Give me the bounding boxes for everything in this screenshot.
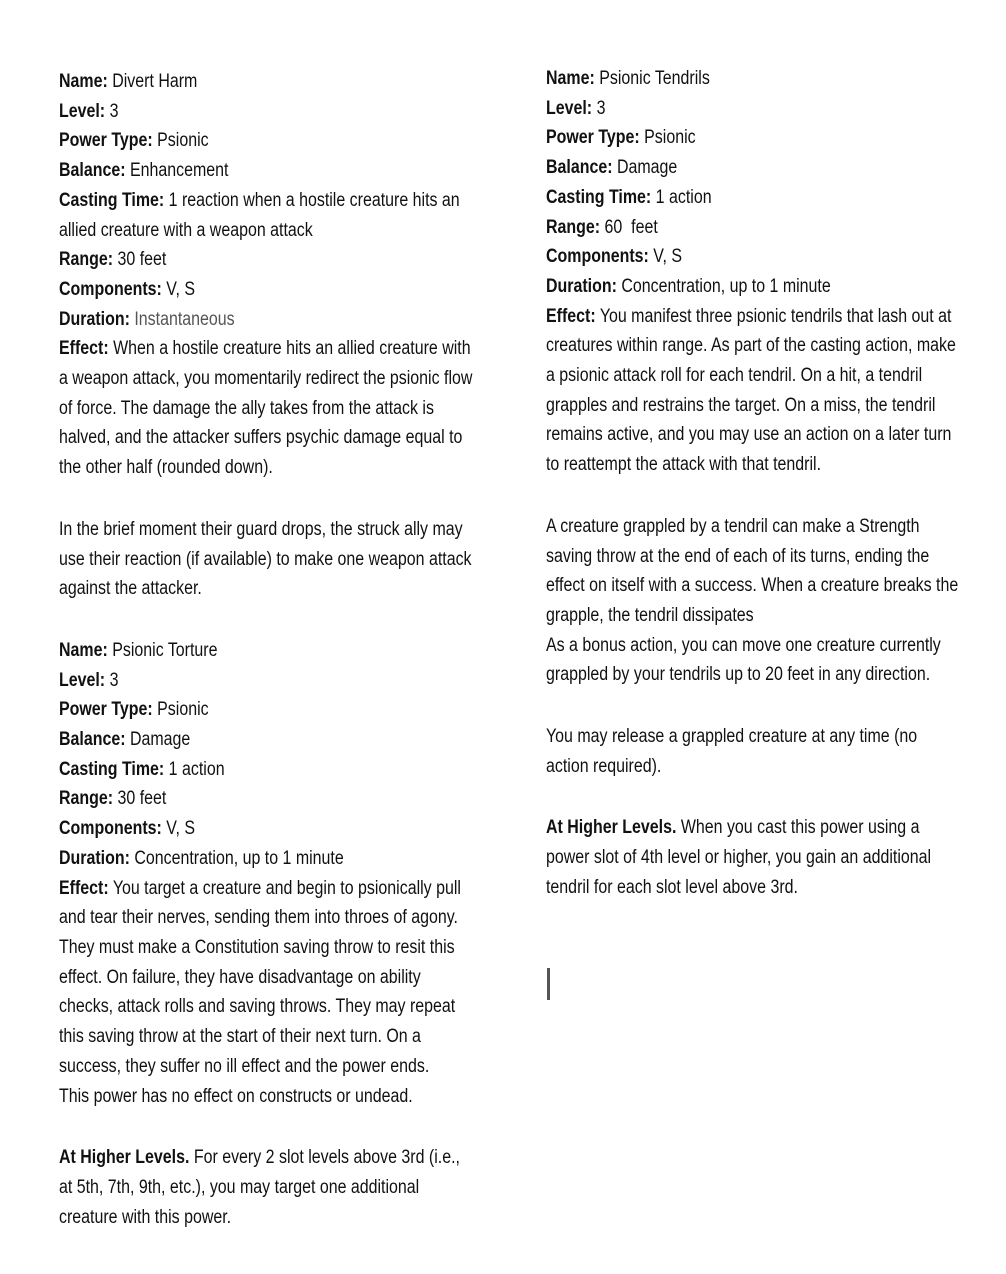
power-type-label: Power Type: — [59, 130, 153, 152]
name-label: Name: — [546, 68, 595, 89]
balance-label: Balance: — [546, 157, 613, 179]
name-label: Name: — [59, 639, 108, 661]
balance-value: Damage — [616, 157, 678, 179]
range-value: 60 feet — [604, 216, 658, 238]
components-line — [59, 814, 475, 844]
power-type-value: Psionic — [157, 130, 209, 152]
casting-time-line — [546, 183, 959, 213]
range-label: Range: — [59, 788, 114, 810]
balance-label: Balance: — [59, 729, 126, 751]
paragraph-gap — [59, 483, 475, 515]
range-value: 30 feet — [117, 249, 167, 271]
range-label: Range: — [59, 249, 114, 271]
range-label: Range: — [546, 216, 601, 238]
components-value: V, S — [653, 246, 682, 268]
duration-label: Duration: — [546, 275, 617, 297]
effect-label: Effect: — [59, 877, 109, 899]
body-paragraph: A creature grappled by a tendril can make a Strength saving throw at the end of each of its turns, ending the effect on itself with a success. When a creature breaks the grapple, the tendril dissipates — [546, 515, 959, 626]
components-value: V, S — [166, 278, 195, 300]
range-line — [546, 213, 959, 243]
effect-text: You target a creature and begin to psionically pull and tear their nerves, sending them into throes of agony. They must make a Constitution saving throw to resit this effect. On failure, they have disadvantage on ability checks, attack rolls and saving throws. They may repeat this saving throw at the start of their next turn. On a success, they suffer no ill effect and the power ends. — [59, 877, 461, 1077]
paragraph-gap — [59, 1111, 475, 1143]
casting-time-line — [59, 755, 475, 785]
casting-time-label: Casting Time: — [546, 186, 652, 208]
power-entry-psionic-tendrils — [546, 64, 959, 903]
higher-levels-paragraph — [546, 813, 959, 902]
level-value: 3 — [596, 97, 606, 119]
power-entry-psionic-torture — [59, 636, 475, 1232]
name-line — [59, 636, 475, 666]
range-value: 30 feet — [117, 788, 167, 810]
duration-line — [59, 844, 475, 874]
name-line — [59, 67, 475, 97]
higher-levels-text: For every 2 slot levels above 3rd (i.e., at 5th, 7th, 9th, etc.), you may target one additional creature with this power. — [59, 1147, 460, 1228]
effect-text: You manifest three psionic tendrils that lash out at creatures within range. As part of the casting action, make a psionic attack roll for each tendril. On a hit, a tendril grapples and restrains the target. On a miss, the tendril remains active, and you may use an action on a later turn to reattempt the attack with that tendril. — [546, 305, 956, 476]
casting-time-label: Casting Time: — [59, 189, 165, 211]
body-paragraph: You may release a grappled creature at any time (no action required). — [546, 726, 918, 777]
entry-gap — [59, 604, 475, 636]
name-value: Psionic Tendrils — [599, 68, 710, 89]
duration-line — [546, 272, 959, 302]
level-value: 3 — [109, 669, 119, 691]
effect-text: When a hostile creature hits an allied creature with a weapon attack, you momentarily redirect the psionic flow of force. The damage the ally takes from the attack is halved, and the attacker suffers psychic damage equal to the other half (rounded down). — [59, 338, 473, 479]
level-label: Level: — [546, 97, 593, 119]
balance-line — [546, 153, 959, 183]
duration-label: Duration: — [59, 308, 130, 330]
power-type-line — [59, 126, 475, 156]
name-label: Name: — [59, 71, 108, 92]
components-value: V, S — [166, 818, 195, 840]
duration-value: Concentration, up to 1 minute — [134, 847, 344, 869]
paragraph-gap — [546, 690, 959, 722]
range-line — [59, 245, 475, 275]
power-type-line — [59, 695, 475, 725]
level-value: 3 — [109, 100, 119, 122]
level-label: Level: — [59, 669, 106, 691]
duration-line — [59, 305, 475, 335]
name-value: Divert Harm — [112, 71, 198, 92]
casting-time-line — [59, 186, 475, 245]
casting-time-value: 1 reaction when a hostile creature hits an allied creature with a weapon attack — [59, 189, 460, 241]
balance-value: Enhancement — [129, 160, 229, 182]
balance-line — [59, 725, 475, 755]
paragraph-gap — [546, 480, 959, 512]
power-type-value: Psionic — [157, 699, 209, 721]
text-cursor[interactable] — [547, 968, 550, 1000]
body-paragraph: As a bonus action, you can move one creature currently grappled by your tendrils up to 20 feet in any direction. — [546, 634, 941, 686]
components-label: Components: — [546, 246, 649, 268]
effect-paragraph — [546, 302, 959, 480]
balance-line — [59, 156, 475, 186]
duration-value: Instantaneous — [134, 308, 235, 330]
name-line — [546, 64, 959, 94]
casting-time-label: Casting Time: — [59, 758, 165, 780]
level-line — [546, 94, 959, 124]
paragraph-gap — [546, 781, 959, 813]
duration-value: Concentration, up to 1 minute — [621, 275, 831, 297]
components-line — [546, 242, 959, 272]
effect-paragraph — [59, 874, 475, 1082]
components-label: Components: — [59, 278, 162, 300]
effect-label: Effect: — [59, 338, 109, 360]
higher-levels-paragraph — [59, 1143, 475, 1232]
balance-label: Balance: — [59, 160, 126, 182]
higher-levels-text: When you cast this power using a power slot of 4th level or higher, you gain an additional tendril for each slot level above 3rd. — [546, 817, 932, 898]
balance-value: Damage — [129, 729, 191, 751]
power-type-label: Power Type: — [546, 127, 640, 149]
level-line — [59, 666, 475, 696]
effect-paragraph — [59, 334, 475, 483]
level-line — [59, 97, 475, 127]
body-paragraph: In the brief moment their guard drops, the struck ally may use their reaction (if available) to make one weapon attack against the attacker. — [59, 518, 472, 600]
casting-time-value: 1 action — [655, 186, 712, 208]
higher-levels-label: At Higher Levels. — [546, 817, 677, 839]
duration-label: Duration: — [59, 847, 130, 869]
power-type-label: Power Type: — [59, 699, 153, 721]
power-type-line — [546, 123, 959, 153]
components-label: Components: — [59, 818, 162, 840]
note-line: This power has no effect on constructs or undead. — [59, 1085, 413, 1107]
right-column — [546, 64, 959, 903]
power-type-value: Psionic — [644, 127, 696, 149]
higher-levels-label: At Higher Levels. — [59, 1147, 190, 1169]
name-value: Psionic Torture — [112, 639, 218, 661]
power-entry-divert-harm — [59, 67, 475, 604]
components-line — [59, 275, 475, 305]
level-label: Level: — [59, 100, 106, 122]
effect-label: Effect: — [546, 305, 596, 327]
range-line — [59, 784, 475, 814]
casting-time-value: 1 action — [168, 758, 225, 780]
left-column — [59, 67, 475, 1232]
